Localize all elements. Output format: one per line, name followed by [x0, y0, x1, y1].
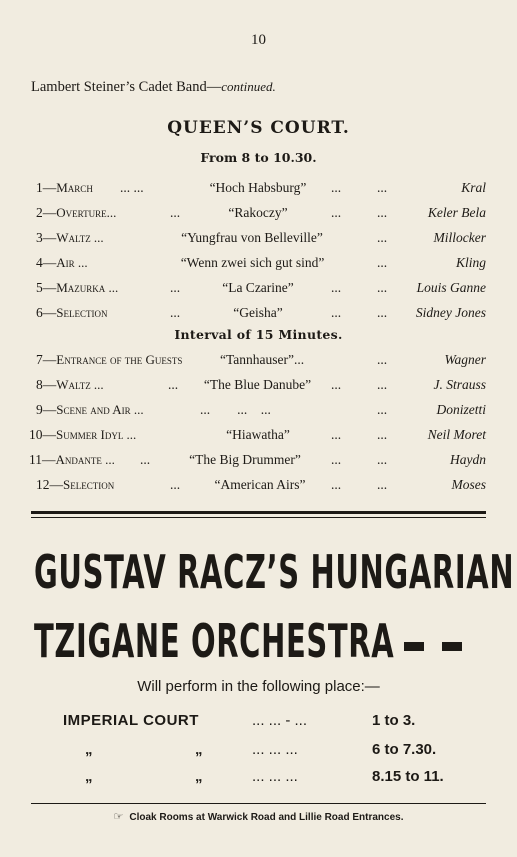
- leader-dots: ...: [377, 452, 388, 467]
- schedule-row: [0, 741, 517, 763]
- performance-time: 1 to 3.: [372, 712, 416, 729]
- composer: Wagner: [444, 352, 486, 367]
- composer: Donizetti: [436, 402, 486, 417]
- programme-item: [0, 280, 517, 302]
- item-number: 1—: [36, 180, 57, 195]
- piece-title: “Yungfrau von Belleville”: [181, 230, 323, 245]
- piece-title: “The Big Drummer”: [189, 452, 301, 467]
- section-divider-thin: [31, 517, 486, 518]
- composer: Moses: [451, 477, 486, 492]
- leader-dots: ...: [377, 180, 388, 195]
- programme-item: [0, 377, 517, 399]
- piece-title: “The Blue Danube”: [203, 377, 312, 392]
- item-type: Selection: [56, 305, 108, 320]
- orchestra-name-line2: TZIGANE ORCHESTRA: [34, 614, 395, 668]
- composer: Kling: [455, 255, 486, 270]
- programme-item: [0, 230, 517, 252]
- composer: Sidney Jones: [415, 305, 486, 320]
- item-type: March: [56, 180, 93, 195]
- heavy-dash: [404, 642, 424, 651]
- item-number: 7—: [36, 352, 57, 367]
- leader-dots: ...: [331, 427, 342, 442]
- leader-dots: ...: [377, 305, 388, 320]
- piece-title: “Rakoczy”: [228, 205, 288, 220]
- programme-item: [0, 402, 517, 424]
- programme-item: [0, 352, 517, 374]
- item-number: 2—: [36, 205, 57, 220]
- leader-dots: ...: [170, 477, 181, 492]
- piece-title: “Wenn zwei sich gut sind”: [180, 255, 325, 270]
- item-number: 3—: [36, 230, 57, 245]
- leader-dots: ...: [331, 477, 342, 492]
- band-heading: [31, 79, 276, 96]
- item-type: Overture...: [56, 205, 117, 220]
- item-number: 6—: [36, 305, 57, 320]
- leader-dots: ... ... - ...: [252, 712, 308, 729]
- leader-dots: ...: [377, 402, 388, 417]
- schedule-row: [0, 712, 517, 734]
- interval-heading: Interval of 15 Minutes.: [174, 327, 343, 342]
- performance-time: 8.15 to 11.: [372, 768, 444, 785]
- programme-item: [0, 180, 517, 202]
- ditto-mark: „: [195, 741, 203, 758]
- item-number: 5—: [36, 280, 57, 295]
- item-type: Andante ...: [55, 452, 115, 467]
- item-type: Scene and Air ...: [56, 402, 144, 417]
- item-type: Waltz ...: [56, 377, 104, 392]
- ditto-mark: „: [85, 768, 93, 785]
- leader-dots: ...: [377, 427, 388, 442]
- leader-dots: ... ... ...: [252, 741, 298, 758]
- pointing-hand-icon: ☞: [113, 811, 124, 823]
- item-number: 10—: [29, 427, 56, 442]
- item-type: Summer Idyl ...: [56, 427, 137, 442]
- leader-dots: ... ...: [120, 180, 144, 195]
- item-number: 12—: [36, 477, 63, 492]
- item-number: 8—: [36, 377, 57, 392]
- piece-title: “American Airs”: [214, 477, 306, 492]
- leader-dots: ...: [377, 377, 388, 392]
- orchestra-name-line1: GUSTAV RACZ’S HUNGARIAN: [34, 545, 515, 599]
- performance-note: Will perform in the following place:—: [137, 678, 380, 695]
- item-type: Waltz ...: [56, 230, 104, 245]
- programme-item: [0, 452, 517, 474]
- item-type: Mazurka ...: [56, 280, 119, 295]
- composer: Haydn: [450, 452, 486, 467]
- page-number: 10: [251, 32, 266, 48]
- leader-dots: ...: [331, 452, 342, 467]
- composer: Keler Bela: [427, 205, 486, 220]
- item-number: 4—: [36, 255, 57, 270]
- leader-dots: ... ... ...: [252, 768, 298, 785]
- composer: Louis Ganne: [416, 280, 486, 295]
- venue-title: QUEEN’S COURT.: [167, 118, 350, 138]
- section-divider: [31, 511, 486, 514]
- leader-dots: ...: [377, 280, 388, 295]
- footer-divider: [31, 803, 486, 804]
- item-number: 11—: [29, 452, 56, 467]
- item-type: Selection: [63, 477, 115, 492]
- heavy-dash: [442, 642, 462, 651]
- leader-dots: ...: [331, 205, 342, 220]
- composer: Neil Moret: [427, 427, 486, 442]
- schedule-row: [0, 768, 517, 790]
- programme-item: [0, 305, 517, 327]
- leader-dots: ...: [331, 377, 342, 392]
- leader-dots: ...: [170, 305, 181, 320]
- piece-title: “La Czarine”: [222, 280, 294, 295]
- leader-dots: ...: [377, 205, 388, 220]
- programme-item: [0, 255, 517, 277]
- piece-title: “Tannhauser”...: [220, 352, 305, 367]
- leader-dots: ...: [331, 305, 342, 320]
- composer: Millocker: [433, 230, 486, 245]
- leader-dots: ...: [377, 255, 388, 270]
- item-type: Air ...: [56, 255, 88, 270]
- piece-title: “Hiawatha”: [226, 427, 290, 442]
- programme-item: [0, 477, 517, 499]
- leader-dots: ...: [331, 180, 342, 195]
- ditto-mark: „: [85, 741, 93, 758]
- piece-title: “Hoch Habsburg”: [209, 180, 307, 195]
- programme-item: [0, 205, 517, 227]
- leader-dots: ...: [168, 377, 179, 392]
- leader-dots: ...: [377, 352, 388, 367]
- ditto-mark: „: [195, 768, 203, 785]
- leader-dots: ...: [331, 280, 342, 295]
- piece-title: “Geisha”: [233, 305, 283, 320]
- leader-dots: ...: [377, 477, 388, 492]
- leader-dots: ...: [140, 452, 151, 467]
- continued-note: continued.: [221, 79, 276, 94]
- piece-title: ... ... ...: [200, 402, 271, 417]
- leader-dots: ...: [170, 205, 181, 220]
- time-range: From 8 to 10.30.: [200, 150, 317, 165]
- footer-text: Cloak Rooms at Warwick Road and Lillie Road Entrances.: [129, 812, 404, 823]
- programme-item: [0, 427, 517, 449]
- item-number: 9—: [36, 402, 57, 417]
- leader-dots: ...: [170, 280, 181, 295]
- composer: J. Strauss: [433, 377, 486, 392]
- performance-time: 6 to 7.30.: [372, 741, 437, 758]
- item-type: Entrance of the Guests: [56, 352, 183, 367]
- leader-dots: ...: [377, 230, 388, 245]
- venue-name: IMPERIAL COURT: [63, 712, 199, 729]
- composer: Kral: [461, 180, 486, 195]
- band-name: Lambert Steiner’s Cadet Band—: [31, 79, 222, 95]
- footer-note: [0, 810, 517, 823]
